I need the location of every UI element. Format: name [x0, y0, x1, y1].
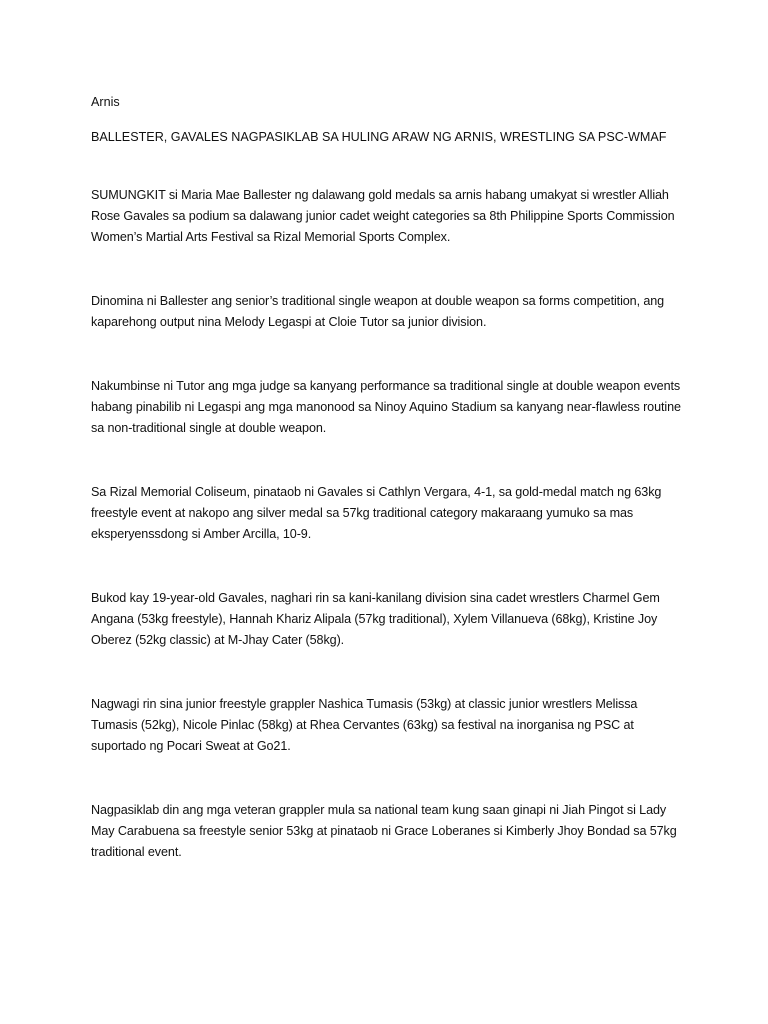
paragraph-6: Nagwagi rin sina junior freestyle grappler Nashica Tumasis (53kg) at classic junior wrestlers Melissa Tumasis (52kg), Nicole Pinlac (58kg) at Rhea Cervantes (63kg) sa festival na inorganisa ng PSC at suportado ng Pocari Sweat at Go21. — [91, 697, 638, 753]
paragraph-5: Bukod kay 19-year-old Gavales, naghari rin sa kani-kanilang division sina cadet wrestlers Charmel Gem Angana (53kg freestyle), Hannah Khariz Alipala (57kg traditional), Xylem Villanueva (68kg), Kristine Joy Oberez (52kg classic) at M-Jhay Cater (58kg). — [91, 591, 660, 647]
article-title: BALLESTER, GAVALES NAGPASIKLAB SA HULING ARAW NG ARNIS, WRESTLING SA PSC-WMAF — [91, 130, 667, 144]
paragraph-7: Nagpasiklab din ang mga veteran grappler mula sa national team kung saan ginapi ni Jiah Pingot si Lady May Carabuena sa freestyle senior 53kg at pinataob ni Grace Loberanes si Kimberly Jhoy Bondad sa 57kg traditional event. — [91, 803, 677, 859]
paragraph-3: Nakumbinse ni Tutor ang mga judge sa kanyang performance sa traditional single at double weapon events habang pinabilib ni Legaspi ang mga manonood sa Ninoy Aquino Stadium sa kanyang near-flawless routine sa non-traditional single at double weapon. — [91, 379, 681, 435]
paragraph-1: SUMUNGKIT si Maria Mae Ballester ng dalawang gold medals sa arnis habang umakyat si wrestler Alliah Rose Gavales sa podium sa dalawang junior cadet weight categories sa 8th Philippine Sports Commission Women’s Martial Arts Festival sa Rizal Memorial Sports Complex. — [91, 188, 675, 244]
section-label: Arnis — [91, 95, 120, 109]
paragraph-2: Dinomina ni Ballester ang senior’s traditional single weapon at double weapon sa forms competition, ang kaparehong output nina Melody Legaspi at Cloie Tutor sa junior division. — [91, 294, 665, 329]
document-body — [91, 92, 681, 863]
paragraph-4: Sa Rizal Memorial Coliseum, pinataob ni Gavales si Cathlyn Vergara, 4-1, sa gold-medal match ng 63kg freestyle event at nakopo ang silver medal sa 57kg traditional category makaraang yumuko sa mas eksperyenssdong si Amber Arcilla, 10-9. — [91, 485, 662, 541]
